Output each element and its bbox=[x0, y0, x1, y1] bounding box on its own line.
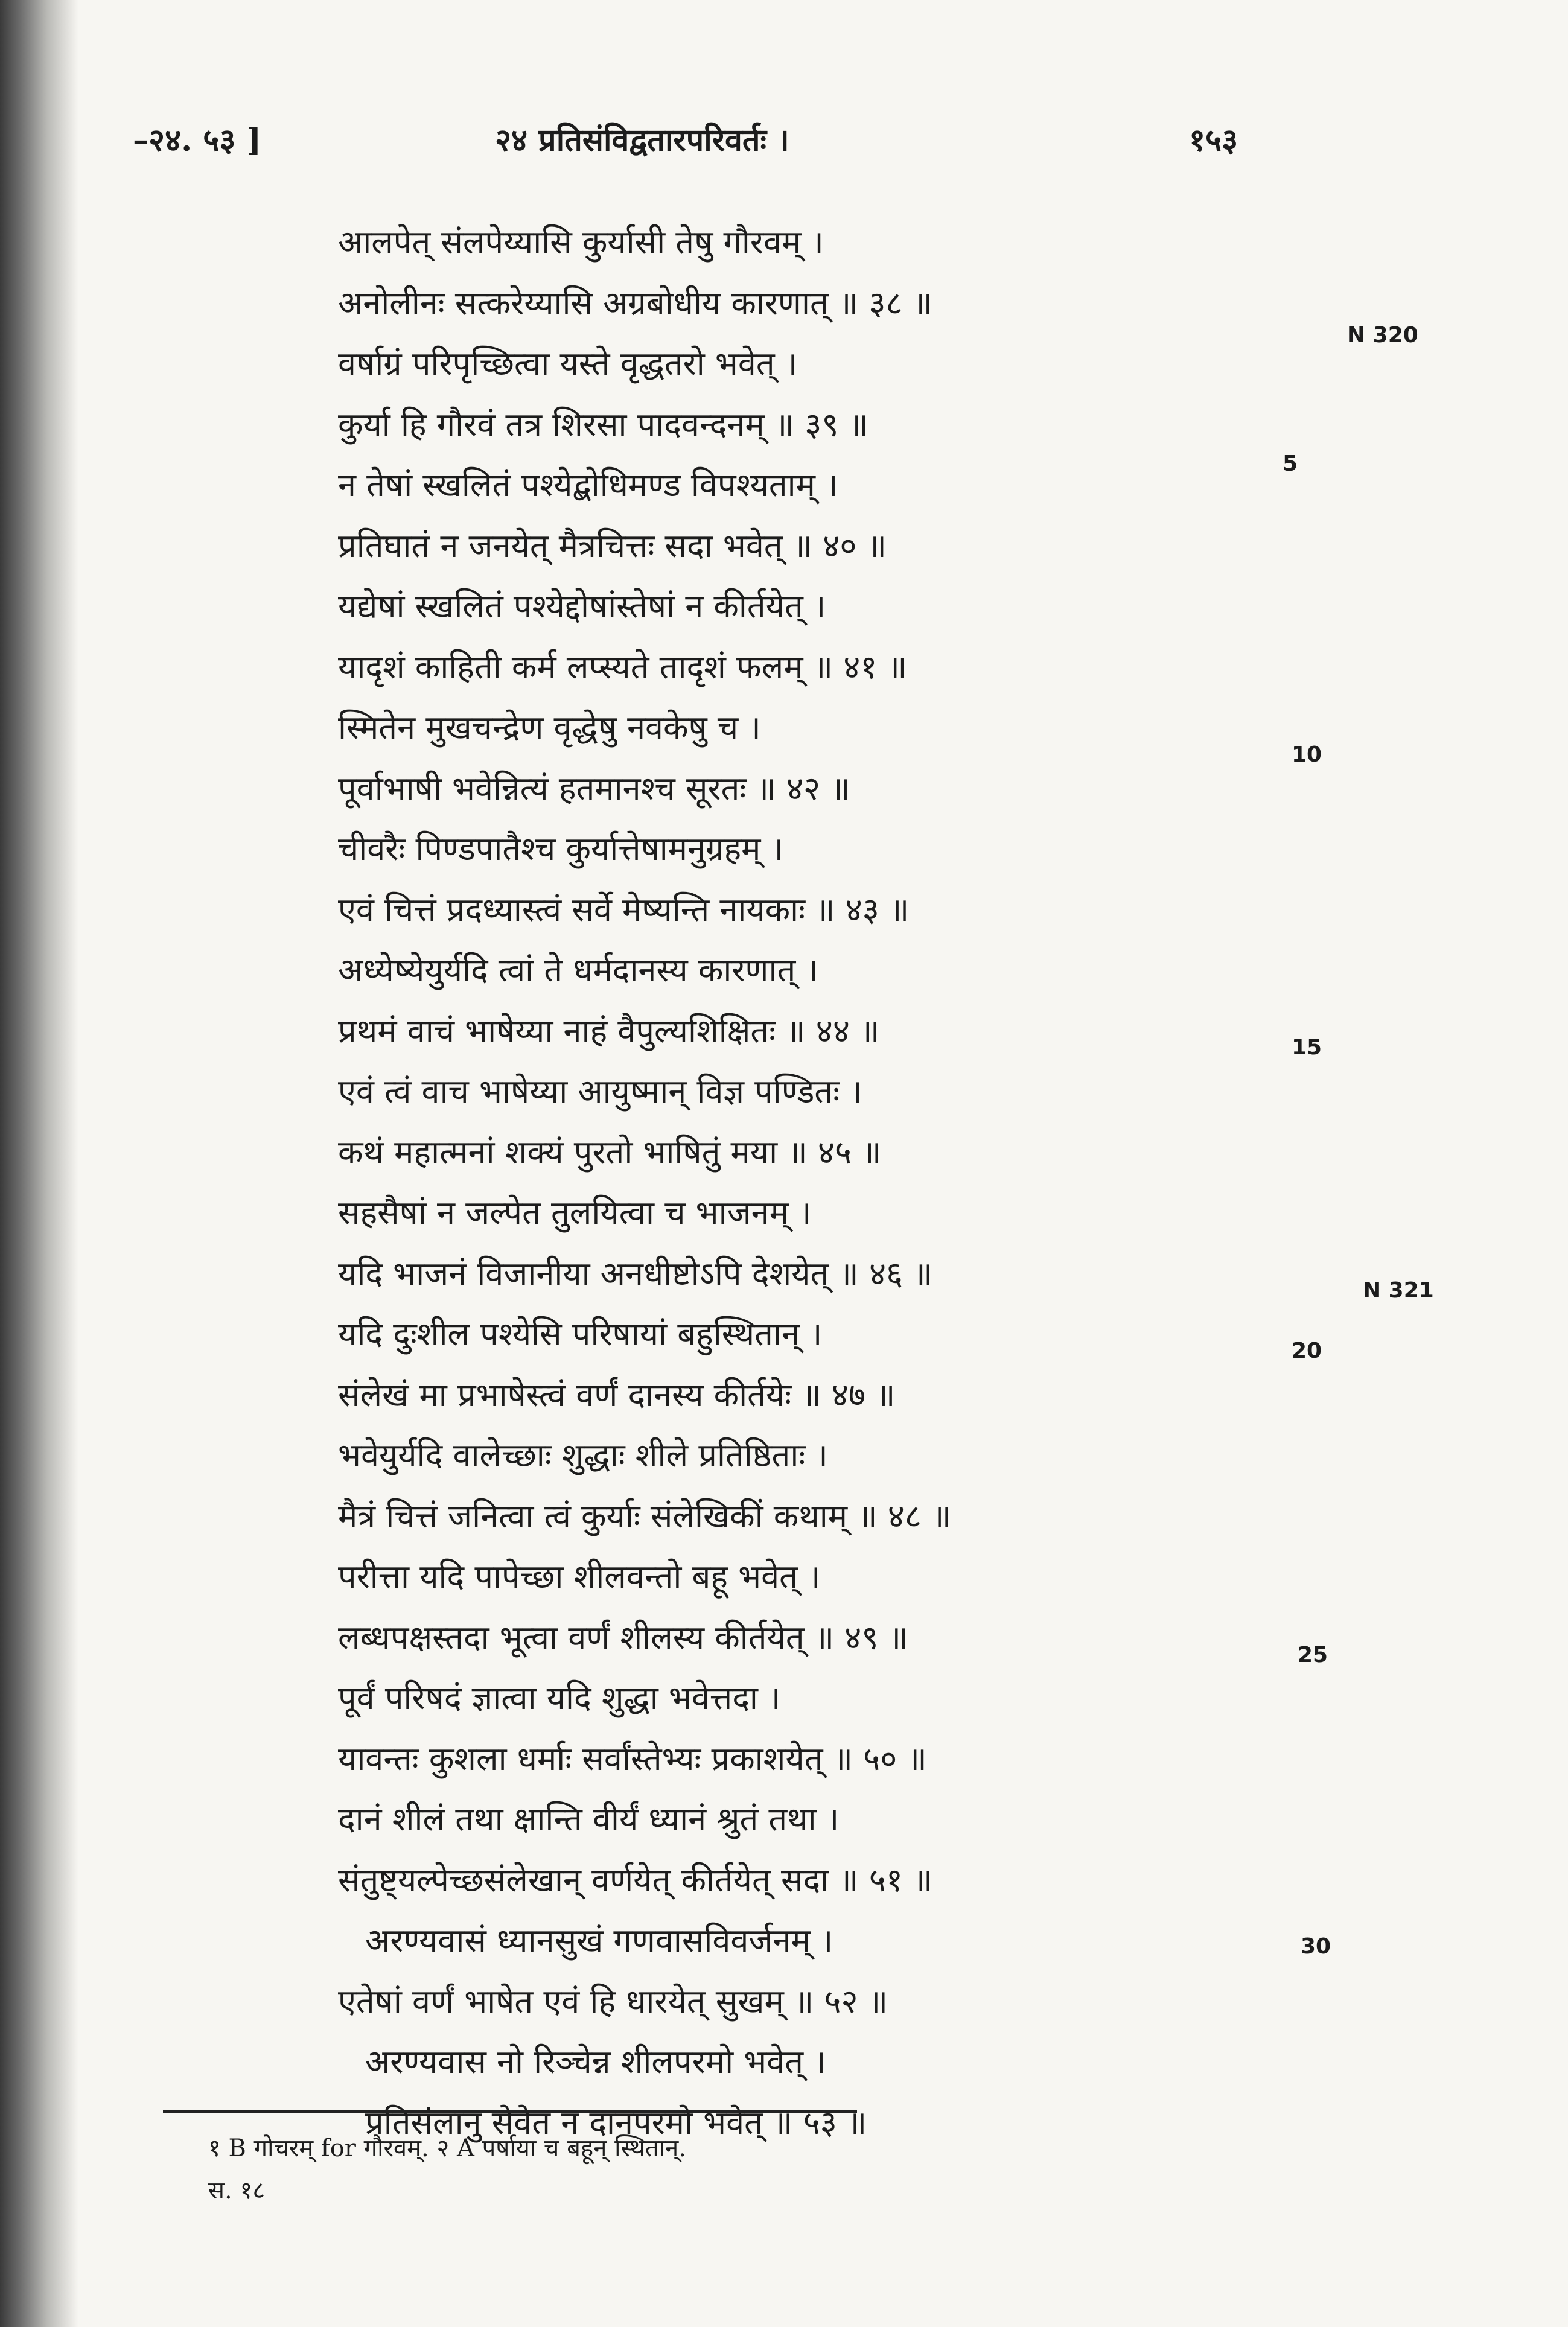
verse-line-31: अरण्यवास नो रिञ्चेन्न शीलपरमो भवेत् । bbox=[365, 2043, 826, 2081]
verse-line-19: यदि दुःशील पश्येसि परिषायां बहुस्थितान् । bbox=[338, 1315, 823, 1353]
line-number-30: 30 bbox=[1301, 1934, 1331, 1959]
verse-line-1: आलपेत् संलपेय्यासि कुर्यासी तेषु गौरवम् । bbox=[338, 223, 824, 261]
verse-line-9: स्मितेन मुखचन्द्रेण वृद्धेषु नवकेषु च । bbox=[338, 708, 761, 746]
line-number-10: 10 bbox=[1292, 742, 1322, 767]
page-number: १५३ bbox=[1189, 122, 1238, 159]
verse-line-15: एवं त्वं वाच भाषेय्या आयुष्मान् विज्ञ पण्डितः । bbox=[338, 1072, 862, 1110]
verse-line-7: यद्येषां स्खलितं पश्येद्दोषांस्तेषां न कीर्तयेत् । bbox=[338, 587, 826, 625]
line-number-20: 20 bbox=[1292, 1339, 1322, 1363]
running-head-chapter-title: २४ प्रतिसंविद्वतारपरिवर्तः । bbox=[495, 122, 789, 159]
verse-line-21: भवेयुर्यदि वालेच्छाः शुद्धाः शीले प्रतिष्ठिताः । bbox=[338, 1436, 828, 1474]
footnote-rule bbox=[163, 2110, 857, 2113]
verse-line-29: अरण्यवासं ध्यानसुखं गणवासविवर्जनम् । bbox=[365, 1921, 833, 1959]
verse-line-17: सहसैषां न जल्पेत तुलयित्वा च भाजनम् । bbox=[338, 1194, 812, 1232]
verse-line-4: कुर्या हि गौरवं तत्र शिरसा पादवन्दनम् ॥ ३९ ॥ bbox=[338, 405, 868, 444]
verse-line-8: यादृशं काहिती कर्म लप्स्यते तादृशं फलम् ॥ ४१ ॥ bbox=[338, 648, 907, 686]
verse-line-12: एवं चित्तं प्रदध्यास्त्वं सर्वे मेष्यन्ति नायकाः ॥ ४३ ॥ bbox=[338, 890, 910, 929]
signature-mark: स. १८ bbox=[208, 2177, 266, 2204]
verse-line-32: प्रतिसंलानु सेवेत न दानपरमो भवेत् ॥ ५३ ॥ bbox=[365, 2103, 867, 2142]
verse-line-16: कथं महात्मनां शक्यं पुरतो भाषितुं मया ॥ ४५ ॥ bbox=[338, 1133, 882, 1171]
verse-line-18: यदि भाजनं विजानीया अनधीष्टोऽपि देशयेत् ॥ ४६ ॥ bbox=[338, 1254, 933, 1293]
footnote: १ B गोचरम् for गौरवम्. २ A पर्षाया च बहून् स्थितान्. bbox=[208, 2134, 686, 2162]
verse-line-3: वर्षाग्रं परिपृच्छित्वा यस्ते वृद्धतरो भवेत् । bbox=[338, 345, 798, 383]
verse-line-6: प्रतिघातं न जनयेत् मैत्रचित्तः सदा भवेत् ॥ ४० ॥ bbox=[338, 526, 887, 565]
margin-ref-n320: N 320 bbox=[1347, 323, 1418, 348]
verse-line-14: प्रथमं वाचं भाषेय्या नाहं वैपुल्यशिक्षितः ॥ ४४ ॥ bbox=[338, 1011, 880, 1050]
verse-line-5: न तेषां स्खलितं पश्येद्बोधिमण्ड विपश्यताम् । bbox=[338, 466, 838, 504]
verse-block bbox=[338, 212, 951, 2153]
verse-line-20: संलेखं मा प्रभाषेस्त्वं वर्णं दानस्य कीर्तयेः ॥ ४७ ॥ bbox=[338, 1375, 896, 1414]
verse-line-22: मैत्रं चित्तं जनित्वा त्वं कुर्याः संलेखिकीं कथाम् ॥ ४८ ॥ bbox=[338, 1497, 952, 1535]
page-binding-shadow bbox=[0, 0, 78, 2327]
verse-line-2: अनोलीनः सत्करेय्यासि अग्रबोधीय कारणात् ॥ ३८ ॥ bbox=[338, 284, 933, 322]
margin-ref-n321: N 321 bbox=[1363, 1278, 1434, 1303]
verse-line-23: परीत्ता यदि पापेच्छा शीलवन्तो बहू भवेत् । bbox=[338, 1558, 821, 1596]
verse-line-28: संतुष्ट्यल्पेच्छसंलेखान् वर्णयेत् कीर्तयेत् सदा ॥ ५१ ॥ bbox=[338, 1861, 933, 1899]
line-number-25: 25 bbox=[1298, 1643, 1328, 1667]
verse-line-25: पूर्वं परिषदं ज्ञात्वा यदि शुद्धा भवेत्तदा । bbox=[338, 1679, 781, 1717]
verse-line-30: एतेषां वर्णं भाषेत एवं हि धारयेत् सुखम् ॥ ५२ ॥ bbox=[338, 1982, 888, 2020]
verse-line-26: यावन्तः कुशला धर्माः सर्वांस्तेभ्यः प्रकाशयेत् ॥ ५० ॥ bbox=[338, 1739, 927, 1778]
line-number-15: 15 bbox=[1292, 1035, 1322, 1060]
verse-line-24: लब्धपक्षस्तदा भूत्वा वर्णं शीलस्य कीर्तयेत् ॥ ४९ ॥ bbox=[338, 1618, 908, 1657]
verse-line-11: चीवरैः पिण्डपातैश्च कुर्यात्तेषामनुग्रहम् । bbox=[338, 830, 784, 868]
verse-line-10: पूर्वाभाषी भवेन्नित्यं हतमानश्च सूरतः ॥ ४२ ॥ bbox=[338, 769, 850, 807]
verse-line-13: अध्येष्येयुर्यदि त्वां ते धर्मदानस्य कारणात् । bbox=[338, 951, 818, 989]
line-number-5: 5 bbox=[1283, 451, 1298, 476]
running-head-verse-range: –२४. ५३ ] bbox=[133, 122, 262, 159]
verse-line-27: दानं शीलं तथा क्षान्ति वीर्यं ध्यानं श्रुतं तथा । bbox=[338, 1800, 840, 1838]
